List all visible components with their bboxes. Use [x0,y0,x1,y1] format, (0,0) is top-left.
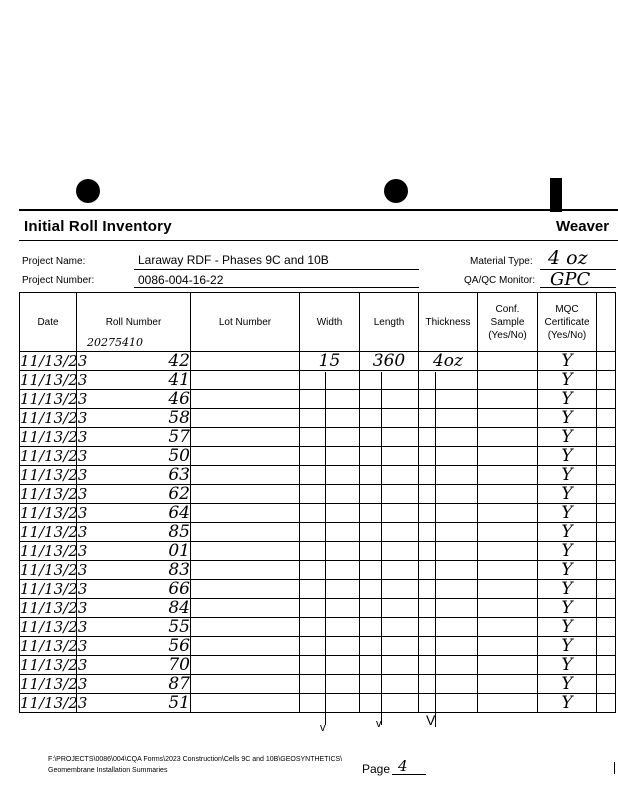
width-cell [300,504,360,523]
table-row [20,637,616,656]
lot-number-cell [191,561,300,580]
width-cell [300,523,360,542]
conf-sample-cell [478,352,538,371]
project-name-underline [134,269,419,270]
length-cell [360,485,419,504]
extra-cell [597,447,616,466]
lot-number-cell [191,618,300,637]
conf-sample-cell [478,428,538,447]
mqc-certificate-cell: Y [538,618,597,637]
conf-sample-cell [478,694,538,713]
lot-number-cell [191,352,300,371]
table-header-row [20,293,616,352]
page-label: Page [362,762,391,776]
table-row [20,694,616,713]
lot-number-cell [191,656,300,675]
conf-sample-cell [478,504,538,523]
extra-cell [597,485,616,504]
length-cell [360,447,419,466]
conf-sample-cell [478,409,538,428]
thickness-cell [419,599,478,618]
date-cell: 11/13/23 [20,675,88,693]
lot-number-cell [191,371,300,390]
page-number-underline [392,774,426,775]
roll-number-cell: 66 [77,580,191,599]
extra-cell [597,523,616,542]
thickness-cell [419,447,478,466]
width-ditto-line [325,372,326,725]
length-cell [360,371,419,390]
conf-sample-cell [478,637,538,656]
conf-sample-cell [478,523,538,542]
lot-number-cell [191,466,300,485]
width-cell [300,580,360,599]
width-cell [300,599,360,618]
lot-number-cell [191,580,300,599]
length-cell: 360 [360,352,419,371]
mqc-certificate-cell: Y [538,523,597,542]
date-cell: 11/13/23 [20,523,88,541]
page-title: Initial Roll Inventory [24,218,172,235]
roll-number-cell: 84 [77,599,191,618]
lot-number-cell [191,599,300,618]
date-cell: 11/13/23 [20,561,88,579]
roll-number-cell: 63 [77,466,191,485]
roll-number-cell: 55 [77,618,191,637]
col-header-extra [597,293,616,352]
mqc-certificate-cell: Y [538,656,597,675]
lot-number-cell [191,637,300,656]
mqc-certificate-cell: Y [538,485,597,504]
table-row [20,504,616,523]
date-cell: 11/13/23 [20,618,88,636]
roll-number-cell: 01 [77,542,191,561]
width-cell [300,675,360,694]
col-header-width: Width [300,293,360,352]
roll-number-cell: 42 [77,352,191,371]
date-cell: 11/13/23 [20,485,88,503]
thickness-cell [419,637,478,656]
binder-clip-mark [550,178,562,212]
conf-sample-cell [478,542,538,561]
length-cell [360,466,419,485]
mqc-certificate-cell: Y [538,504,597,523]
extra-cell [597,599,616,618]
thickness-cell [419,523,478,542]
extra-cell [597,466,616,485]
length-cell [360,523,419,542]
length-cell [360,504,419,523]
length-cell [360,390,419,409]
width-cell [300,542,360,561]
width-cell [300,485,360,504]
thickness-cell [419,371,478,390]
roll-number-prefix: 20275410 [87,336,143,349]
width-cell: 15 [300,352,360,371]
width-cell [300,637,360,656]
footer-subtitle: Geomembrane Installation Summaries [48,767,168,774]
thickness-cell [419,580,478,599]
table-row [20,428,616,447]
width-cell [300,561,360,580]
project-name-label: Project Name: [22,256,86,267]
length-cell [360,561,419,580]
mqc-certificate-cell: Y [538,637,597,656]
page-number: 4 [398,757,408,775]
mqc-certificate-cell: Y [538,428,597,447]
width-cell [300,447,360,466]
lot-number-cell [191,523,300,542]
conf-sample-cell [478,371,538,390]
date-cell: 11/13/23 [20,599,88,617]
table-row [20,523,616,542]
thickness-cell [419,466,478,485]
title-rule [19,240,618,241]
mqc-certificate-cell: Y [538,580,597,599]
conf-sample-cell [478,390,538,409]
extra-cell [597,371,616,390]
roll-number-cell: 51 [77,694,191,713]
binder-hole-left [76,179,100,203]
table-row [20,618,616,637]
date-cell: 11/13/23 [20,580,88,598]
extra-cell [597,542,616,561]
conf-sample-cell [478,580,538,599]
conf-sample-cell [478,656,538,675]
mqc-certificate-cell: Y [538,542,597,561]
length-cell [360,675,419,694]
date-cell: 11/13/23 [20,504,88,522]
table-row [20,599,616,618]
project-number-underline [134,287,419,288]
date-cell: 11/13/23 [20,371,88,389]
mqc-certificate-cell: Y [538,447,597,466]
roll-number-cell: 58 [77,409,191,428]
table-row [20,561,616,580]
conf-sample-cell [478,618,538,637]
col-header-thickness: Thickness [419,293,478,352]
lot-number-cell [191,390,300,409]
length-ditto-line [381,372,382,725]
length-cell [360,542,419,561]
table-row [20,542,616,561]
qaqc-monitor-label: QA/QC Monitor: [464,275,536,286]
table-row [20,656,616,675]
roll-number-cell: 57 [77,428,191,447]
roll-number-cell: 50 [77,447,191,466]
col-header-conf-sample: Conf. Sample (Yes/No) [478,293,538,352]
length-cell [360,580,419,599]
date-cell: 11/13/23 [20,352,88,370]
extra-cell [597,656,616,675]
qaqc-monitor-underline [540,287,616,288]
extra-cell [597,580,616,599]
thickness-cell: 4oz [419,352,478,371]
roll-inventory-table [19,292,616,713]
thickness-cell [419,542,478,561]
roll-number-cell: 64 [77,504,191,523]
mqc-certificate-cell: Y [538,599,597,618]
mqc-certificate-cell: Y [538,352,597,371]
thickness-ditto-arrow-icon: V [426,712,436,728]
footer-file-path: F:\PROJECTS\0086\004\CQA Forms\2023 Construction\Cells 9C and 10B\GEOSYNTHETICS\ [48,756,343,763]
mqc-certificate-cell: Y [538,409,597,428]
mqc-certificate-cell: Y [538,466,597,485]
extra-cell [597,694,616,713]
length-cell [360,409,419,428]
lot-number-cell [191,428,300,447]
length-cell [360,428,419,447]
thickness-cell [419,656,478,675]
material-type-label: Material Type: [470,256,533,267]
project-number-value: 0086-004-16-22 [138,273,224,287]
width-cell [300,694,360,713]
table-row [20,409,616,428]
thickness-cell [419,504,478,523]
mqc-certificate-cell: Y [538,390,597,409]
mqc-certificate-cell: Y [538,561,597,580]
length-cell [360,637,419,656]
length-cell [360,618,419,637]
width-cell [300,428,360,447]
date-cell: 11/13/23 [20,466,88,484]
thickness-cell [419,390,478,409]
mqc-certificate-cell: Y [538,675,597,694]
roll-number-cell: 46 [77,390,191,409]
length-ditto-arrow-icon: v [376,718,382,730]
lot-number-cell [191,447,300,466]
lot-number-cell [191,485,300,504]
project-number-label: Project Number: [22,275,95,286]
date-cell: 11/13/23 [20,428,88,446]
table-row [20,371,616,390]
date-cell: 11/13/23 [20,694,88,712]
table-row [20,485,616,504]
extra-cell [597,352,616,371]
lot-number-cell [191,504,300,523]
date-cell: 11/13/23 [20,390,88,408]
col-header-length: Length [360,293,419,352]
length-cell [360,656,419,675]
lot-number-cell [191,409,300,428]
thickness-cell [419,561,478,580]
table-row [20,580,616,599]
brand-name: Weaver [556,218,610,235]
thickness-ditto-line [435,372,436,727]
width-cell [300,656,360,675]
col-header-date: Date [20,293,77,352]
conf-sample-cell [478,599,538,618]
table-row [20,675,616,694]
date-cell: 11/13/23 [20,447,88,465]
lot-number-cell [191,542,300,561]
table-row [20,390,616,409]
length-cell [360,599,419,618]
extra-cell [597,675,616,694]
col-header-roll-number-label: Roll Number [105,316,162,328]
thickness-cell [419,618,478,637]
length-cell [360,694,419,713]
project-name-value: Laraway RDF - Phases 9C and 10B [138,253,329,267]
conf-sample-cell [478,466,538,485]
extra-cell [597,504,616,523]
extra-cell [597,390,616,409]
width-cell [300,390,360,409]
date-cell: 11/13/23 [20,656,88,674]
extra-cell [597,637,616,656]
thickness-cell [419,428,478,447]
conf-sample-cell [478,675,538,694]
mqc-certificate-cell: Y [538,694,597,713]
col-header-mqc-certificate: MQC Certificate (Yes/No) [538,293,597,352]
col-header-lot-number: Lot Number [191,293,300,352]
roll-number-cell: 87 [77,675,191,694]
width-ditto-arrow-icon: v [320,722,326,734]
mqc-certificate-cell: Y [538,371,597,390]
width-cell [300,618,360,637]
thickness-cell [419,675,478,694]
lot-number-cell [191,694,300,713]
conf-sample-cell [478,561,538,580]
width-cell [300,466,360,485]
col-header-roll-number [77,293,191,352]
qaqc-monitor-value: GPC [550,269,591,290]
binder-hole-right [384,179,408,203]
roll-number-cell: 70 [77,656,191,675]
extra-cell [597,428,616,447]
table-row [20,352,616,371]
extra-cell [597,618,616,637]
roll-number-cell: 62 [77,485,191,504]
date-cell: 11/13/23 [20,409,88,427]
conf-sample-cell [478,485,538,504]
header-rule [19,209,618,211]
table-row [20,447,616,466]
width-cell [300,371,360,390]
roll-number-cell: 83 [77,561,191,580]
extra-cell [597,409,616,428]
material-type-value: 4 oz [548,247,588,269]
date-cell: 11/13/23 [20,542,88,560]
roll-number-cell: 41 [77,371,191,390]
lot-number-cell [191,675,300,694]
roll-number-cell: 85 [77,523,191,542]
roll-number-cell: 56 [77,637,191,656]
width-cell [300,409,360,428]
conf-sample-cell [478,447,538,466]
date-cell: 11/13/23 [20,637,88,655]
thickness-cell [419,409,478,428]
table-row [20,466,616,485]
thickness-cell [419,694,478,713]
extra-cell [597,561,616,580]
thickness-cell [419,485,478,504]
right-margin-mark [614,762,615,774]
